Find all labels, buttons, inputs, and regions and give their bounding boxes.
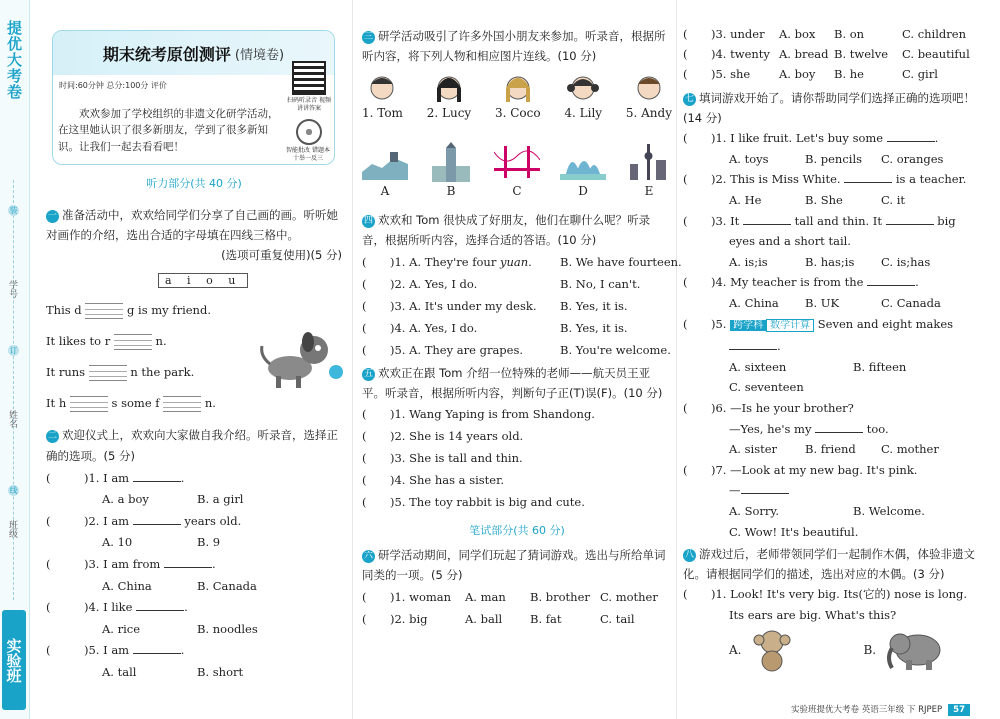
side-margin [0,0,30,719]
grading-seal-icon [296,119,322,145]
q7-blank-line: . [683,336,983,357]
golden-gate-bridge-icon [494,142,540,182]
kid-coco[interactable]: 3. Coco [495,74,541,122]
answer-blank[interactable] [133,524,181,525]
question-3: 三 研学活动吸引了许多外国小朋友来参加。听录音，根据所听内容，将下列人物和相应图片连线。(10 分) [362,29,666,64]
q4-item: ( )4. A. Yes, I do. B. Yes, it is. [362,320,628,335]
four-line-field[interactable] [70,396,108,412]
answer-blank[interactable] [741,493,789,494]
monkey-puppet-icon[interactable] [747,628,797,672]
q7-item: ( )2. This is Miss White. is a teacher. [683,172,967,187]
q8-items [683,584,983,626]
place-e[interactable]: E [626,142,672,200]
q6-item: ( )5. she A. boy B. he C. girl [683,67,938,81]
q4-item: ( )2. A. Yes, I do. B. No, I can't. [362,276,641,291]
four-line-field[interactable] [85,303,123,319]
girl-icon [502,74,534,104]
q2-item: ( )2. I am years old. [46,513,242,528]
q3-kids [362,74,672,122]
binding-dot: 装 [9,206,18,215]
q7-item: ( )6. —Is he your brother? [683,400,854,415]
exam-meta: 时间:60分钟 总分:100分 评价 [59,81,167,90]
toronto-skyline-icon [626,142,672,182]
answer-blank[interactable] [164,567,212,568]
q5-item[interactable]: ( )1. Wang Yaping is from Shandong. [362,406,595,421]
question-5: 五 欢欢正在跟 Tom 介绍一位特殊的老师——航天员王亚平。听录音，根据所听内容，判断句子正(T)误(F)。(10 分) [362,365,663,400]
q7-options: A. sixteen B. fifteen [729,359,907,374]
q7-item-cont: eyes and a short tail. [729,234,851,249]
q2-options: A. tall B. short [102,664,244,679]
q6-items-cont [683,24,983,84]
big-ben-icon [428,142,474,182]
kid-andy[interactable]: 5. Andy [626,74,672,122]
column-3 [683,24,983,672]
four-line-field[interactable] [114,334,152,350]
binding-dot: 订 [9,346,18,355]
q3-places [362,142,672,200]
kid-tom[interactable]: 1. Tom [362,74,403,122]
brand-vertical: 提优大考卷 [5,20,23,100]
q2-item: ( )4. I like . [46,600,188,615]
four-line-field[interactable] [89,365,127,381]
answer-blank[interactable] [743,224,791,225]
q2-options: A. rice B. noodles [102,621,258,636]
q5-item[interactable]: ( )2. She is 14 years old. [362,428,524,443]
question-1: 一 准备活动中，欢欢给同学们分享了自己画的画。听听她对画作的介绍，选出合适的字母填在四线三格中。 [46,207,338,242]
elephant-puppet-icon[interactable] [882,628,946,672]
q7-options: A. sister B. friend C. mother [729,442,939,457]
q7-options: A. He B. She C. it [729,193,905,208]
q7-option[interactable]: C. Wow! It's beautiful. [729,524,859,539]
q1-note: (选项可重复使用)(5 分) [221,247,342,262]
girl-icon [567,74,599,104]
question-8: 八 游戏过后，老师带领同学们一起制作木偶，体验非遗文化。请根据同学们的描述，选出对应的木偶。(3 分) [683,547,975,582]
q6-items [362,586,672,630]
dog-drawing-icon [256,328,344,392]
field-name: 姓名 [7,410,17,428]
kid-lucy[interactable]: 2. Lucy [427,74,471,122]
math-tag: 数学计算 [766,319,814,332]
q2-item: ( )3. I am from . [46,557,216,571]
writing-title: 笔试部分(共 60 分) [469,523,565,537]
page-footer: 实验班提优大考卷 英语三年级 下 RJPEP 57 [791,703,970,715]
q4-item: ( )3. A. It's under my desk. B. Yes, it is. [362,298,628,313]
q1-line-2: It likes to r n. [46,334,167,349]
q7-options: A. China B. UK C. Canada [729,296,941,310]
answer-blank[interactable] [886,224,934,225]
letter-box: a i o u [158,273,248,288]
q6-item: ( )3. under A. box B. on C. children [683,27,966,41]
q7-item: ( )3. It tall and thin. It big [683,213,956,228]
q1-line-3: It runs n the park. [46,365,195,380]
q4-items [362,251,682,361]
q7-item-cont: —Yes, he's my too. [729,421,889,436]
question-2: 二 欢迎仪式上，欢欢向大家做自我介绍。听录音，选择正确的选项。(5 分) [46,428,338,463]
great-wall-icon [362,142,408,182]
boy-icon [366,74,398,104]
q2-options: A. 10 B. 9 [102,535,221,550]
answer-blank[interactable] [844,182,892,183]
q7-item-cont: — [683,480,983,501]
kid-lily[interactable]: 4. Lily [564,74,602,122]
seal-caption: 智能批改 错题本十举一反三 [286,147,330,162]
question-6: 六 研学活动期间，同学们玩起了猜词游戏。选出与所给单词同类的一项。(5 分) [362,548,666,583]
answer-blank[interactable] [133,653,181,654]
question-7: 七 填词游戏开始了。请你帮助同学们选择正确的选项吧！(14 分) [683,91,975,126]
column-divider [676,0,677,719]
q8-item: ( )1. Look! It's very big. Its(它的) nose is long. [683,587,968,602]
q8-item-cont: Its ears are big. What's this? [729,608,897,623]
q7-items [683,128,983,542]
girl-icon [433,74,465,104]
q4-item: ( )5. A. They are grapes. B. You're welcome. [362,342,671,357]
q6-item: ( )1. woman A. man B. brother C. mother [362,589,658,604]
listening-title: 听力部分(共 40 分) [146,177,242,190]
place-a[interactable]: A [362,142,408,200]
field-class: 班级 [7,520,17,538]
q5-item[interactable]: ( )5. The toy rabbit is big and cute. [362,494,585,509]
q6-item: ( )2. big A. ball B. fat C. tail [362,611,635,626]
q7-options: A. is;is B. has;is C. is;has [729,254,931,269]
intro-text: 欢欢参加了学校组织的非遗文化研学活动，在这里她认识了很多新朋友，学到了很多新知识。让我们一起去看看吧！ [58,108,279,153]
column-divider [352,0,353,719]
q4-item: ( )1. A. They're four yuan. B. We have fourteen. [362,254,682,269]
q2-item: ( )5. I am . [46,643,185,658]
answer-blank[interactable] [887,141,935,142]
place-d[interactable]: D [560,142,606,200]
question-4: 四 欢欢和 Tom 很快成了好朋友，他们在聊什么呢？听录音，根据所听内容，选择合适的答语。(10 分) [362,213,651,248]
answer-blank[interactable] [867,285,915,286]
q7-options: A. toys B. pencils C. oranges [729,151,944,166]
opera-house-icon [560,142,606,182]
boy-icon [633,74,665,104]
q5-item[interactable]: ( )3. She is tall and thin. [362,450,523,465]
q7-item: ( )5. 跨学科 数学计算 Seven and eight makes [683,316,954,331]
q2-item: ( )1. I am . [46,470,185,485]
answer-blank[interactable] [136,610,184,611]
q2-options: A. a boy B. a girl [102,492,244,507]
q5-items [362,403,672,513]
binding-dot: 线 [9,486,18,495]
q2-options: A. China B. Canada [102,578,257,593]
q1-line-1: This d g is my friend. [46,303,211,318]
q7-item: ( )4. My teacher is from the . [683,275,919,290]
answer-blank[interactable] [815,432,863,433]
q7-item: ( )7. —Look at my new bag. It's pink. [683,462,918,477]
q2-items [46,468,342,684]
answer-blank[interactable] [133,481,181,482]
q7-option[interactable]: C. seventeen [729,380,804,395]
answer-blank[interactable] [729,349,777,350]
q5-item[interactable]: ( )4. She has a sister. [362,472,504,487]
qr-caption: 扫码听录音 视频讲讲答案 [287,97,331,112]
q6-item: ( )4. twenty A. bread B. twelve C. beautiful [683,47,970,61]
q8-options: A. B. [683,628,983,672]
column-2 [362,26,682,630]
four-line-field[interactable] [163,396,201,412]
cross-subject-tag: 跨学科 [730,320,766,331]
qr-code-icon[interactable] [292,61,326,95]
exam-title: 期末统考原创测评 (情境卷) [53,31,334,75]
q7-options: A. Sorry. B. Welcome. [729,503,925,518]
place-c[interactable]: C [494,142,540,200]
brand-badge: 实验班 [2,610,26,710]
page-number: 57 [948,704,970,716]
column-1 [46,176,342,684]
place-b[interactable]: B [428,142,474,200]
q1-line-4: It h s some f n. [46,396,216,411]
q7-item: ( )1. I like fruit. Let's buy some . [683,131,939,146]
field-student-no: 学号 [7,280,17,298]
